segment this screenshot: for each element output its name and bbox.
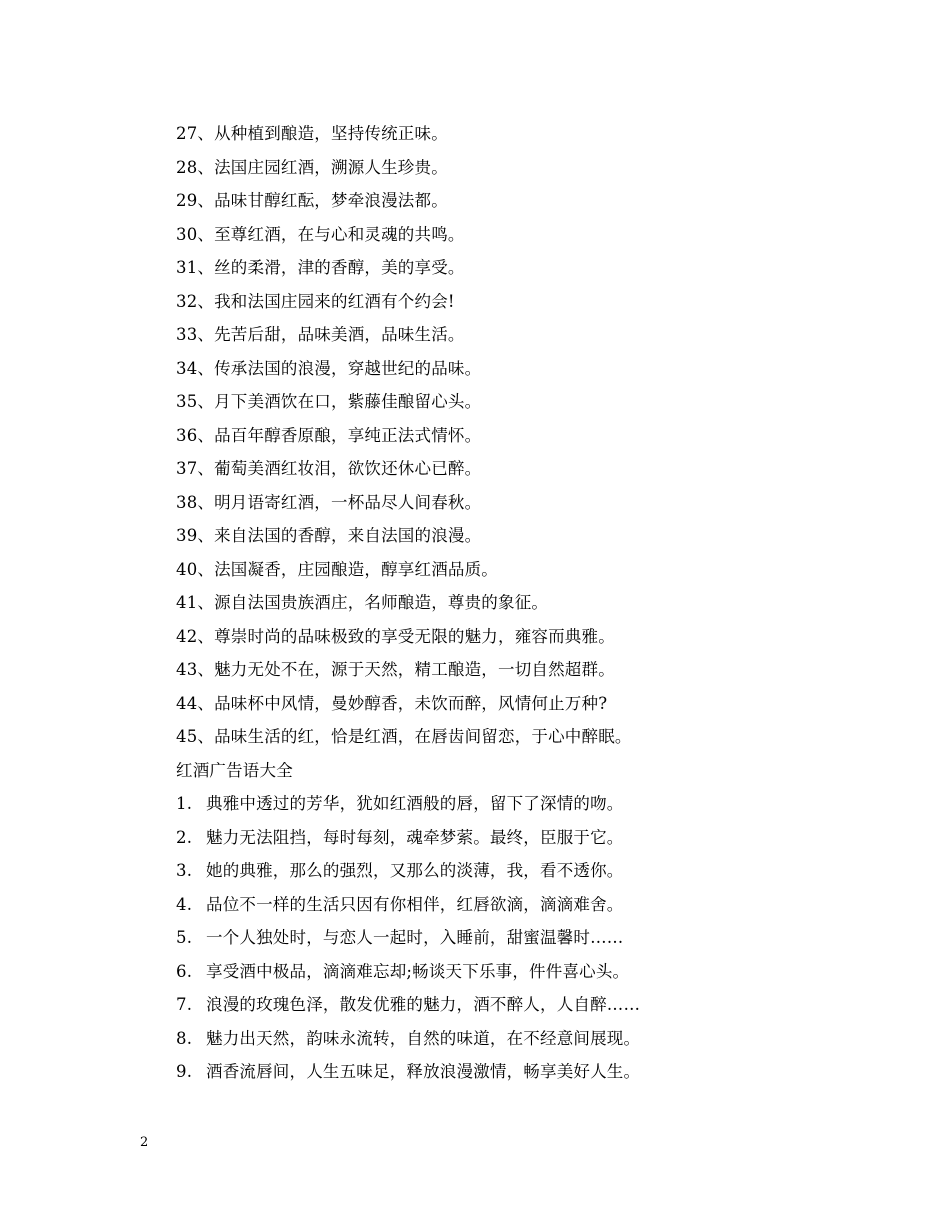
list-item bbox=[176, 285, 896, 319]
list-item bbox=[176, 519, 896, 553]
list-item bbox=[176, 687, 896, 721]
list-item-number: 37、 bbox=[176, 459, 215, 478]
list-item-number: 32、 bbox=[176, 291, 215, 311]
list-item bbox=[176, 653, 896, 687]
list-item-text: 品味甘醇红酝，梦牵浪漫法都。 bbox=[214, 191, 448, 210]
list-item-number: 41、 bbox=[176, 593, 215, 612]
section-heading: 红酒广告语大全 bbox=[176, 760, 293, 780]
list-item-text: 典雅中透过的芳华，犹如红酒般的唇，留下了深情的吻。 bbox=[206, 794, 624, 813]
list-item bbox=[176, 318, 896, 352]
list-item-text: 我和法国庄园来的红酒有个约会! bbox=[214, 291, 455, 311]
list-item bbox=[176, 821, 896, 855]
list-item-text: 浪漫的玫瑰色泽，散发优雅的魅力，酒不醉人，人自醉…… bbox=[206, 995, 641, 1014]
list-item bbox=[176, 620, 896, 654]
list-item-text: 明月语寄红酒，一杯品尽人间春秋。 bbox=[214, 492, 482, 512]
list-item bbox=[176, 452, 896, 486]
list-item-number: 40、 bbox=[176, 559, 215, 579]
page-content bbox=[176, 117, 896, 1089]
list-item-text: 品味生活的红，恰是红酒，在唇齿间留恋，于心中醉眠。 bbox=[214, 727, 632, 746]
list-item-number: 39、 bbox=[176, 526, 215, 545]
list-item-text: 品味杯中风情，曼妙醇香，未饮而醉，风情何止万种? bbox=[214, 693, 608, 713]
slogan-list-continued bbox=[176, 117, 896, 754]
list-item-text: 先苦后甜，品味美酒，品味生活。 bbox=[214, 325, 465, 344]
list-item bbox=[176, 251, 896, 285]
list-item bbox=[176, 385, 896, 419]
list-item-text: 品百年醇香原酿，享纯正法式情怀。 bbox=[214, 425, 482, 445]
list-item-number: 7. bbox=[176, 995, 193, 1014]
list-item-text: 她的典雅，那么的强烈，又那么的淡薄，我，看不透你。 bbox=[206, 861, 624, 880]
list-item-text: 葡萄美酒红妆泪，欲饮还休心已醉。 bbox=[214, 459, 482, 478]
list-item-number: 3. bbox=[176, 861, 193, 880]
list-item-number: 43、 bbox=[176, 660, 215, 679]
list-item-number: 36、 bbox=[176, 425, 215, 445]
list-item bbox=[176, 888, 896, 922]
list-item-text: 魅力无处不在，源于天然，精工酿造，一切自然超群。 bbox=[214, 660, 615, 679]
list-item-number: 28、 bbox=[176, 157, 215, 177]
list-item-number: 35、 bbox=[176, 392, 215, 411]
list-item-number: 5. bbox=[176, 928, 193, 947]
list-item bbox=[176, 720, 896, 754]
list-item bbox=[176, 921, 896, 955]
list-item-number: 2. bbox=[176, 827, 193, 847]
list-item-number: 29、 bbox=[176, 191, 215, 210]
list-item-number: 31、 bbox=[176, 258, 215, 277]
list-item-text: 月下美酒饮在口，紫藤佳酿留心头。 bbox=[214, 392, 482, 411]
list-item-number: 45、 bbox=[176, 727, 215, 746]
list-item bbox=[176, 1055, 896, 1089]
list-item-number: 38、 bbox=[176, 492, 215, 512]
list-item-text: 法国庄园红酒，溯源人生珍贵。 bbox=[214, 157, 448, 177]
slogan-list-numbered bbox=[176, 787, 896, 1089]
list-item bbox=[176, 184, 896, 218]
list-item-number: 44、 bbox=[176, 693, 215, 713]
list-item-text: 源自法国贵族酒庄，名师酿造，尊贵的象征。 bbox=[214, 593, 549, 612]
list-item bbox=[176, 218, 896, 252]
list-item-number: 34、 bbox=[176, 358, 215, 378]
list-item bbox=[176, 553, 896, 587]
page-number: 2 bbox=[140, 1135, 149, 1150]
list-item bbox=[176, 352, 896, 386]
list-item-text: 酒香流唇间，人生五味足，释放浪漫激情，畅享美好人生。 bbox=[206, 1062, 641, 1081]
list-item-text: 至尊红酒，在与心和灵魂的共鸣。 bbox=[214, 224, 465, 244]
list-item bbox=[176, 151, 896, 185]
list-item-text: 传承法国的浪漫，穿越世纪的品味。 bbox=[214, 358, 482, 378]
list-item bbox=[176, 419, 896, 453]
list-item-number: 4. bbox=[176, 894, 193, 914]
list-item-number: 8. bbox=[176, 1028, 193, 1048]
list-item-number: 9. bbox=[176, 1062, 193, 1081]
list-item bbox=[176, 955, 896, 989]
list-item-text: 魅力出天然，韵味永流转，自然的味道，在不经意间展现。 bbox=[206, 1028, 641, 1048]
list-item bbox=[176, 988, 896, 1022]
list-item bbox=[176, 586, 896, 620]
list-item-text: 品位不一样的生活只因有你相伴，红唇欲滴，滴滴难舍。 bbox=[206, 894, 624, 914]
list-item-text: 尊崇时尚的品味极致的享受无限的魅力，雍容而典雅。 bbox=[214, 626, 615, 646]
list-item-number: 42、 bbox=[176, 626, 215, 646]
list-item-number: 6. bbox=[176, 961, 193, 981]
list-item-text: 来自法国的香醇，来自法国的浪漫。 bbox=[214, 526, 482, 545]
list-item-text: 从种植到酿造，坚持传统正味。 bbox=[214, 124, 448, 143]
list-item bbox=[176, 1022, 896, 1056]
list-item-text: 一个人独处时，与恋人一起时，入睡前，甜蜜温馨时…… bbox=[206, 928, 624, 947]
list-item-number: 27、 bbox=[176, 124, 215, 143]
list-item bbox=[176, 787, 896, 821]
list-item-number: 1. bbox=[176, 794, 193, 813]
list-item bbox=[176, 117, 896, 151]
list-item-number: 30、 bbox=[176, 224, 215, 244]
list-item bbox=[176, 486, 896, 520]
list-item-text: 法国凝香，庄园酿造，醇享红酒品质。 bbox=[214, 559, 499, 579]
list-item-text: 丝的柔滑，津的香醇，美的享受。 bbox=[214, 258, 465, 277]
list-item-text: 享受酒中极品，滴滴难忘却;畅谈天下乐事，件件喜心头。 bbox=[206, 961, 630, 981]
list-item-number: 33、 bbox=[176, 325, 215, 344]
list-item-text: 魅力无法阻挡，每时每刻，魂牵梦萦。最终，臣服于它。 bbox=[206, 827, 624, 847]
list-item bbox=[176, 854, 896, 888]
